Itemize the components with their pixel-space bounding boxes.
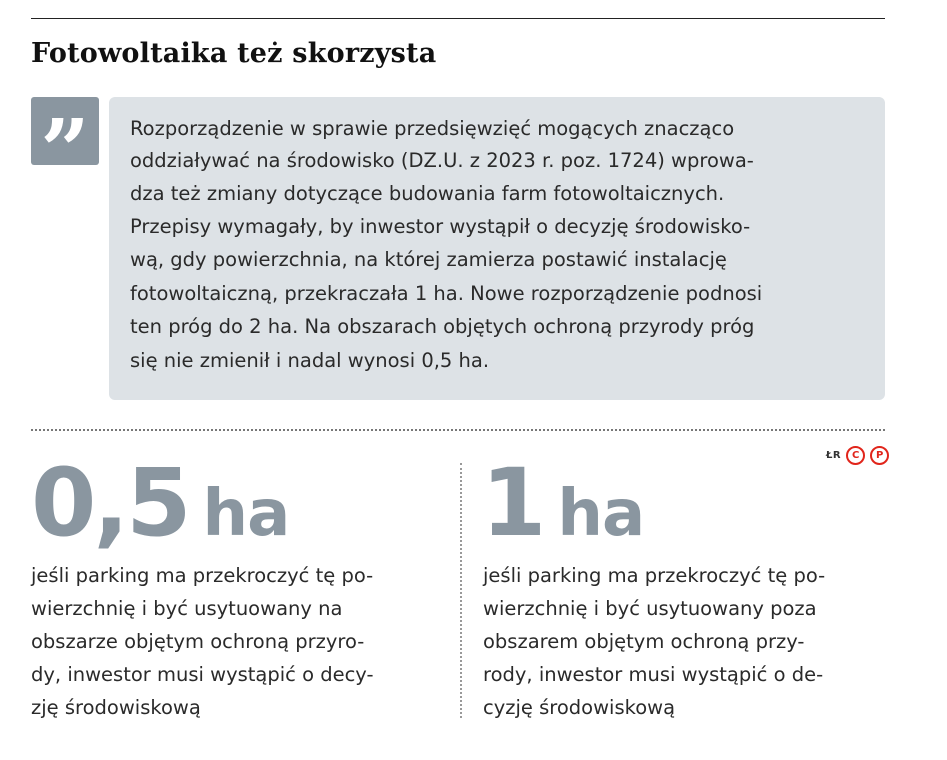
- stat-number: 0,5: [31, 449, 189, 558]
- stat-unit: ha: [202, 477, 290, 551]
- stat-unit: ha: [557, 477, 645, 551]
- stat-text-line: cyzję środowiskową: [483, 696, 676, 719]
- quote-line: Rozporządzenie w sprawie przedsięwzięć mogących znacząco: [130, 117, 735, 140]
- stat-text-line: dy, inwestor musi wystąpić o decy-: [31, 663, 374, 686]
- article-title: Fotowoltaika też skorzysta: [31, 38, 437, 69]
- copyright-icon: C: [846, 446, 865, 465]
- column-divider: [460, 463, 462, 718]
- stat-text-line: rody, inwestor musi wystąpić o de-: [483, 663, 824, 686]
- stat-text-line: wierzchnię i być usytuowany poza: [483, 597, 817, 620]
- credit-initials: ŁR: [826, 450, 842, 461]
- stat-figure-left: [31, 449, 289, 558]
- stat-text-line: obszarem objętym ochroną przy-: [483, 630, 805, 653]
- stat-figure-right: [481, 449, 644, 558]
- quote-line: fotowoltaiczną, przekraczała 1 ha. Nowe rozporządzenie podnosi: [130, 282, 763, 305]
- quote-mark-icon: ”: [31, 97, 99, 165]
- stat-number: 1: [481, 449, 544, 558]
- quote-line: dza też zmiany dotyczące budowania farm fotowoltaicznych.: [130, 182, 725, 205]
- stat-text-line: obszarze objętym ochroną przyro-: [31, 630, 365, 653]
- quote-line: oddziaływać na środowisko (DZ.U. z 2023 r. poz. 1724) wprowa-: [130, 149, 754, 172]
- top-rule: [31, 18, 885, 19]
- stat-text-line: jeśli parking ma przekroczyć tę po-: [483, 564, 826, 587]
- quote-line: Przepisy wymagały, by inwestor wystąpił o decyzję środowisko-: [130, 215, 751, 238]
- section-divider: [31, 429, 885, 431]
- quote-line: wą, gdy powierzchnia, na której zamierza postawić instalację: [130, 248, 727, 271]
- author-credit: [826, 446, 889, 465]
- quote-line: ten próg do 2 ha. Na obszarach objętych ochroną przyrody próg: [130, 315, 755, 338]
- stat-text-line: wierzchnię i być usytuowany na: [31, 597, 343, 620]
- stat-text-line: jeśli parking ma przekroczyć tę po-: [31, 564, 374, 587]
- quote-line: się nie zmienił i nadal wynosi 0,5 ha.: [130, 349, 490, 372]
- stat-text-line: zję środowiskową: [31, 696, 201, 719]
- p-mark-icon: P: [870, 446, 889, 465]
